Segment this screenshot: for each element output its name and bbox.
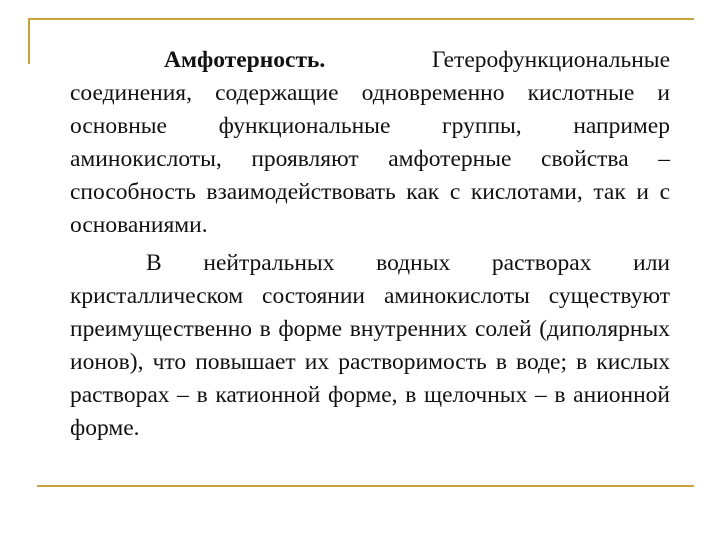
slide-text-block (70, 44, 670, 445)
paragraph-amphoterism (70, 44, 670, 242)
paragraph-2-body: В нейтральных водных растворах или кристаллическом состоянии аминокислоты существуют преимущественно в форме внутренних солей (диполярных ионов), что повышает их растворимость в воде; в кислых растворах – в катионной форме, в щелочных – в анионной форме. (70, 250, 670, 441)
bottom-decorative-rule (37, 485, 694, 487)
paragraph-internal-salts (70, 247, 670, 445)
left-decorative-rule (28, 18, 30, 64)
top-decorative-rule (28, 18, 694, 20)
paragraph-1-body: Гетерофункциональные соединения, содержащие одновременно кислотные и основные функциональные группы, например аминокислоты, проявляют амфотерные свойства – способность взаимодействовать как с кислотами, так и с основаниями. (70, 47, 670, 238)
term-amphoterism: Амфотерность. (164, 47, 326, 73)
